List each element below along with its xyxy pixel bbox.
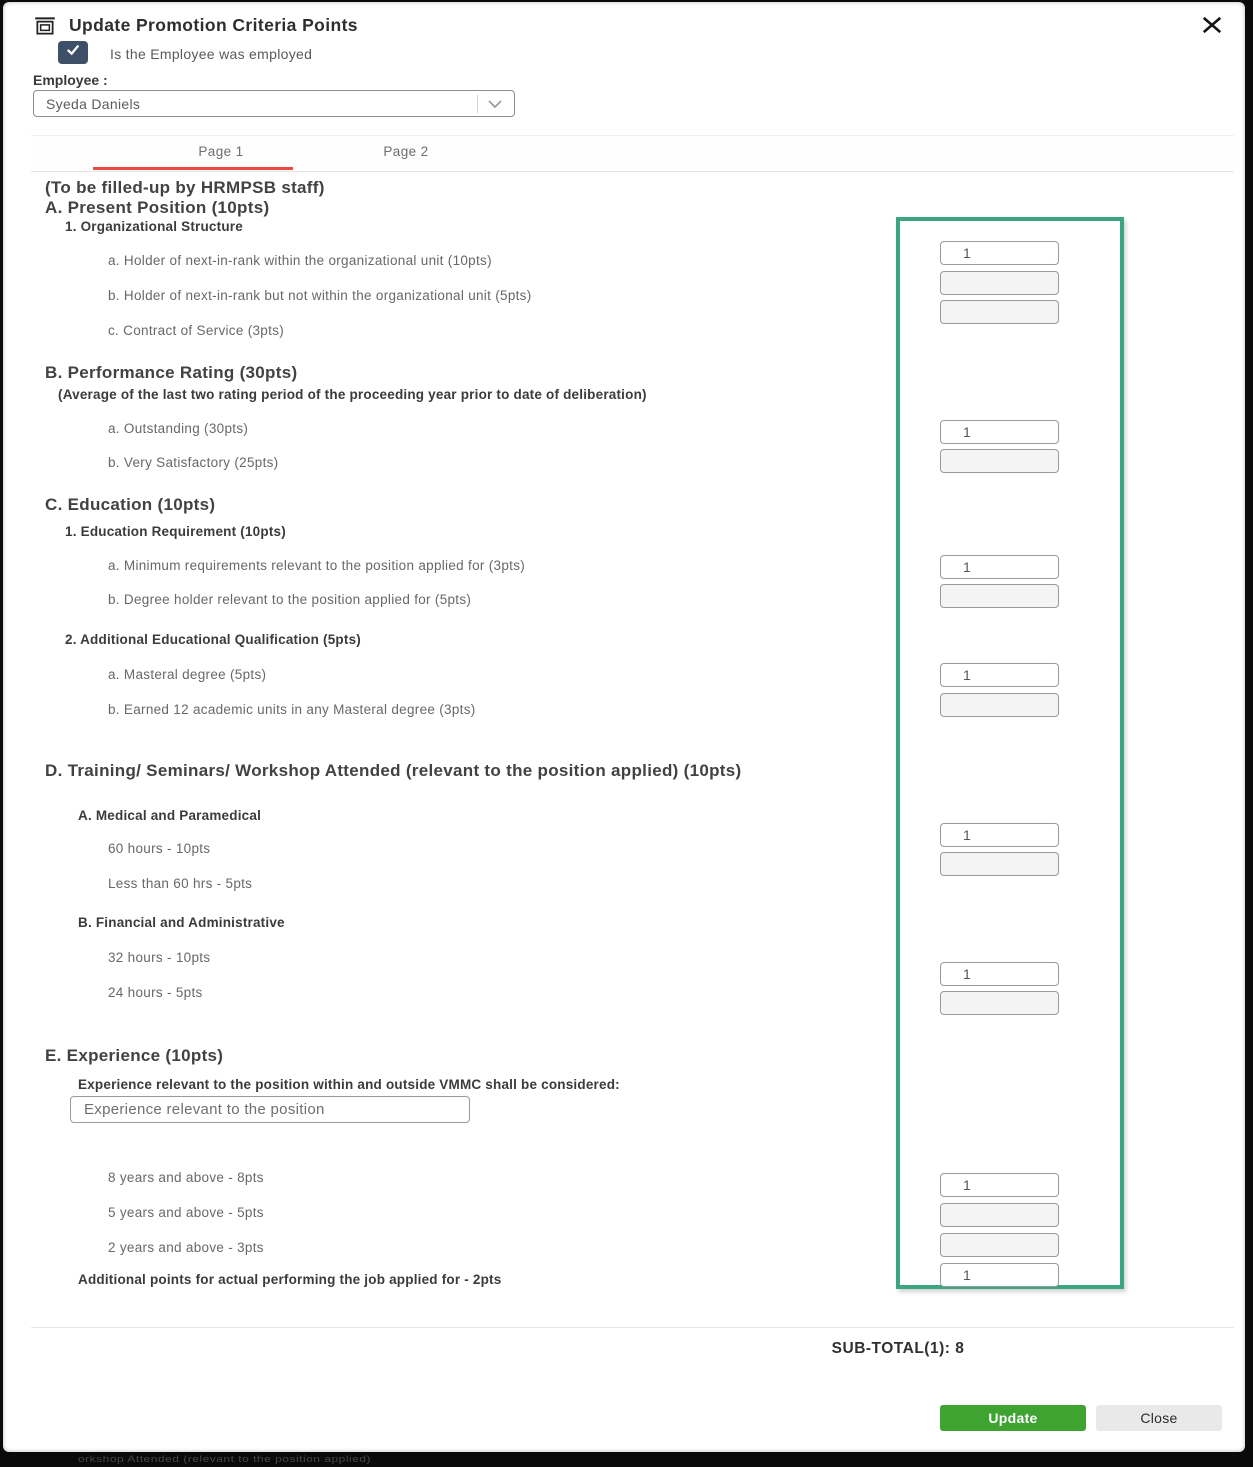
section-a-sub: 1. Organizational Structure (65, 219, 243, 234)
active-tab-underline (93, 167, 293, 170)
section-e-item-2: 5 years and above - 5pts (108, 1205, 264, 1220)
section-c-sub2-item-a: a. Masteral degree (5pts) (108, 667, 267, 682)
section-a-item-c: c. Contract of Service (3pts) (108, 323, 285, 338)
section-d-sub-b-item-1: 32 hours - 10pts (108, 950, 211, 965)
tab-bar (31, 135, 1234, 172)
points-input-e-2 (940, 1203, 1059, 1227)
section-c-sub2: 2. Additional Educational Qualification (5pts) (65, 632, 361, 647)
subtotal-label: SUB-TOTAL(1): 8 (831, 1340, 965, 1357)
section-c-sub1: 1. Education Requirement (10pts) (65, 524, 286, 539)
artifact-text: orkshop Attended (relevant to the position applied) (78, 1454, 372, 1465)
points-input-e-additional[interactable] (940, 1263, 1059, 1287)
section-d-sub-b-item-2: 24 hours - 5pts (108, 985, 203, 1000)
employee-label: Employee : (33, 72, 108, 88)
section-e-item-1: 8 years and above - 8pts (108, 1170, 264, 1185)
close-button[interactable]: Close (1096, 1405, 1222, 1431)
points-input-c1-b (940, 584, 1059, 608)
employed-checkbox[interactable] (58, 41, 88, 64)
points-input-c2-a[interactable] (940, 663, 1059, 687)
section-d-sub-a-item-1: 60 hours - 10pts (108, 841, 211, 856)
employed-checkbox-label: Is the Employee was employed (110, 46, 313, 62)
points-input-b-a[interactable] (940, 420, 1059, 444)
section-c-sub2-item-b: b. Earned 12 academic units in any Masteral degree (3pts) (108, 702, 476, 717)
points-input-d-b2 (940, 991, 1059, 1015)
section-b-item-a: a. Outstanding (30pts) (108, 421, 249, 436)
page-title: Update Promotion Criteria Points (69, 15, 358, 35)
points-input-c1-a[interactable] (940, 555, 1059, 579)
section-c-sub1-item-a: a. Minimum requirements relevant to the position applied for (3pts) (108, 558, 526, 573)
section-e-header: E. Experience (10pts) (45, 1046, 224, 1065)
update-button[interactable]: Update (940, 1405, 1086, 1431)
section-a-header: A. Present Position (10pts) (45, 198, 270, 217)
bottom-edge-artifact (0, 1454, 1253, 1467)
points-input-a-b (940, 271, 1059, 295)
points-input-a-a[interactable] (940, 241, 1059, 265)
points-highlight-box (896, 217, 1124, 1289)
section-e-item-3: 2 years and above - 3pts (108, 1240, 264, 1255)
section-d-sub-a-item-2: Less than 60 hrs - 5pts (108, 876, 253, 891)
points-input-b-b (940, 449, 1059, 473)
select-separator (477, 95, 478, 113)
experience-text-input[interactable] (70, 1096, 470, 1123)
section-d-sub-a: A. Medical and Paramedical (78, 808, 262, 823)
tab-page-2[interactable]: Page 2 (383, 144, 429, 159)
section-e-note: Experience relevant to the position within and outside VMMC shall be considered: (78, 1077, 620, 1092)
chevron-down-icon[interactable] (486, 98, 504, 110)
section-b-note: (Average of the last two rating period of the proceeding year prior to date of deliberation) (58, 387, 647, 402)
tab-page-1[interactable]: Page 1 (198, 144, 244, 159)
form-grid-icon (33, 15, 57, 42)
close-icon[interactable] (1199, 12, 1225, 41)
update-promotion-criteria-modal (3, 2, 1245, 1452)
points-input-d-b1[interactable] (940, 962, 1059, 986)
section-b-item-b: b. Very Satisfactory (25pts) (108, 455, 279, 470)
employee-select[interactable] (33, 90, 515, 117)
points-input-d-a2 (940, 852, 1059, 876)
points-input-c2-b (940, 693, 1059, 717)
points-input-a-c (940, 300, 1059, 324)
section-c-sub1-item-b: b. Degree holder relevant to the position applied for (5pts) (108, 592, 472, 607)
section-c-header: C. Education (10pts) (45, 495, 216, 514)
employee-selected-value: Syeda Daniels (46, 95, 141, 112)
points-input-e-1[interactable] (940, 1173, 1059, 1197)
check-icon (64, 42, 82, 63)
section-b-header: B. Performance Rating (30pts) (45, 363, 298, 382)
section-d-sub-b: B. Financial and Administrative (78, 915, 285, 930)
form-intro: (To be filled-up by HRMPSB staff) (45, 178, 325, 197)
section-a-item-a: a. Holder of next-in-rank within the organizational unit (10pts) (108, 253, 492, 268)
section-a-item-b: b. Holder of next-in-rank but not within the organizational unit (5pts) (108, 288, 532, 303)
points-input-e-3 (940, 1233, 1059, 1257)
footer-divider (31, 1327, 1234, 1328)
points-input-d-a1[interactable] (940, 823, 1059, 847)
section-e-item-additional: Additional points for actual performing the job applied for - 2pts (78, 1272, 502, 1287)
section-d-header: D. Training/ Seminars/ Workshop Attended (relevant to the position applied) (10pts) (45, 761, 742, 780)
